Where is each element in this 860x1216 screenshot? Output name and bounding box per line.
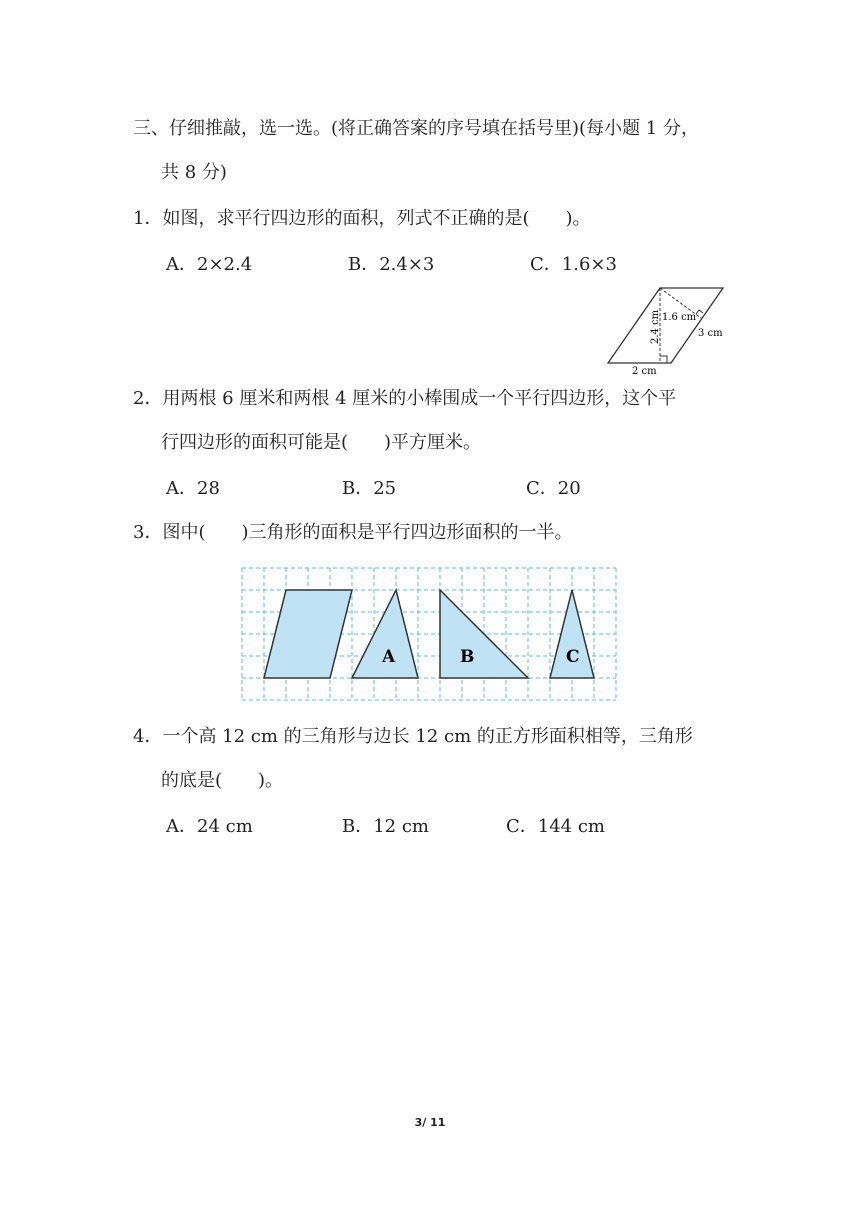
q1-option-b: B．2.4×3 (348, 254, 435, 275)
inner-label: 1.6 cm (662, 312, 697, 323)
label-b: B (460, 647, 475, 667)
parallelogram-shape (608, 288, 723, 363)
parallelogram-figure (598, 280, 738, 380)
q2-option-c: C．20 (526, 478, 581, 499)
page-number: 3/ 11 (414, 1116, 446, 1129)
q4-option-b: B．12 cm (342, 816, 430, 837)
question-1-stem: 1．如图，求平行四边形的面积，列式不正确的是( )。 (133, 208, 591, 229)
question-2-stem-line2: 行四边形的面积可能是( )平方厘米。 (161, 432, 482, 453)
q2-option-b: B．25 (342, 478, 397, 499)
section-title-line2: 共 8 分) (161, 162, 227, 183)
label-c: C (566, 647, 580, 667)
section-title-line1: 三、仔细推敲，选一选。(将正确答案的序号填在括号里)(每小题 1 分， (133, 118, 699, 139)
question-4-stem-line2: 的底是( )。 (161, 770, 284, 791)
q4-option-c: C．144 cm (506, 816, 605, 837)
q1-option-c: C．1.6×3 (530, 254, 617, 275)
grid-figure (238, 564, 622, 704)
grid-parallelogram (264, 590, 352, 678)
side-label: 3 cm (698, 328, 723, 339)
question-3-stem: 3．图中( )三角形的面积是平行四边形面积的一半。 (133, 522, 573, 543)
question-4-stem-line1: 4．一个高 12 cm 的三角形与边长 12 cm 的正方形面积相等，三角形 (133, 726, 693, 747)
q1-option-a: A．2×2.4 (166, 254, 253, 275)
height-label: 2.4 cm (650, 309, 661, 344)
q4-option-a: A．24 cm (166, 816, 253, 837)
base-label: 2 cm (632, 366, 657, 377)
label-a: A (382, 647, 396, 667)
question-2-stem-line1: 2．用两根 6 厘米和两根 4 厘米的小棒围成一个平行四边形，这个平 (133, 388, 677, 409)
q2-option-a: A．28 (166, 478, 220, 499)
